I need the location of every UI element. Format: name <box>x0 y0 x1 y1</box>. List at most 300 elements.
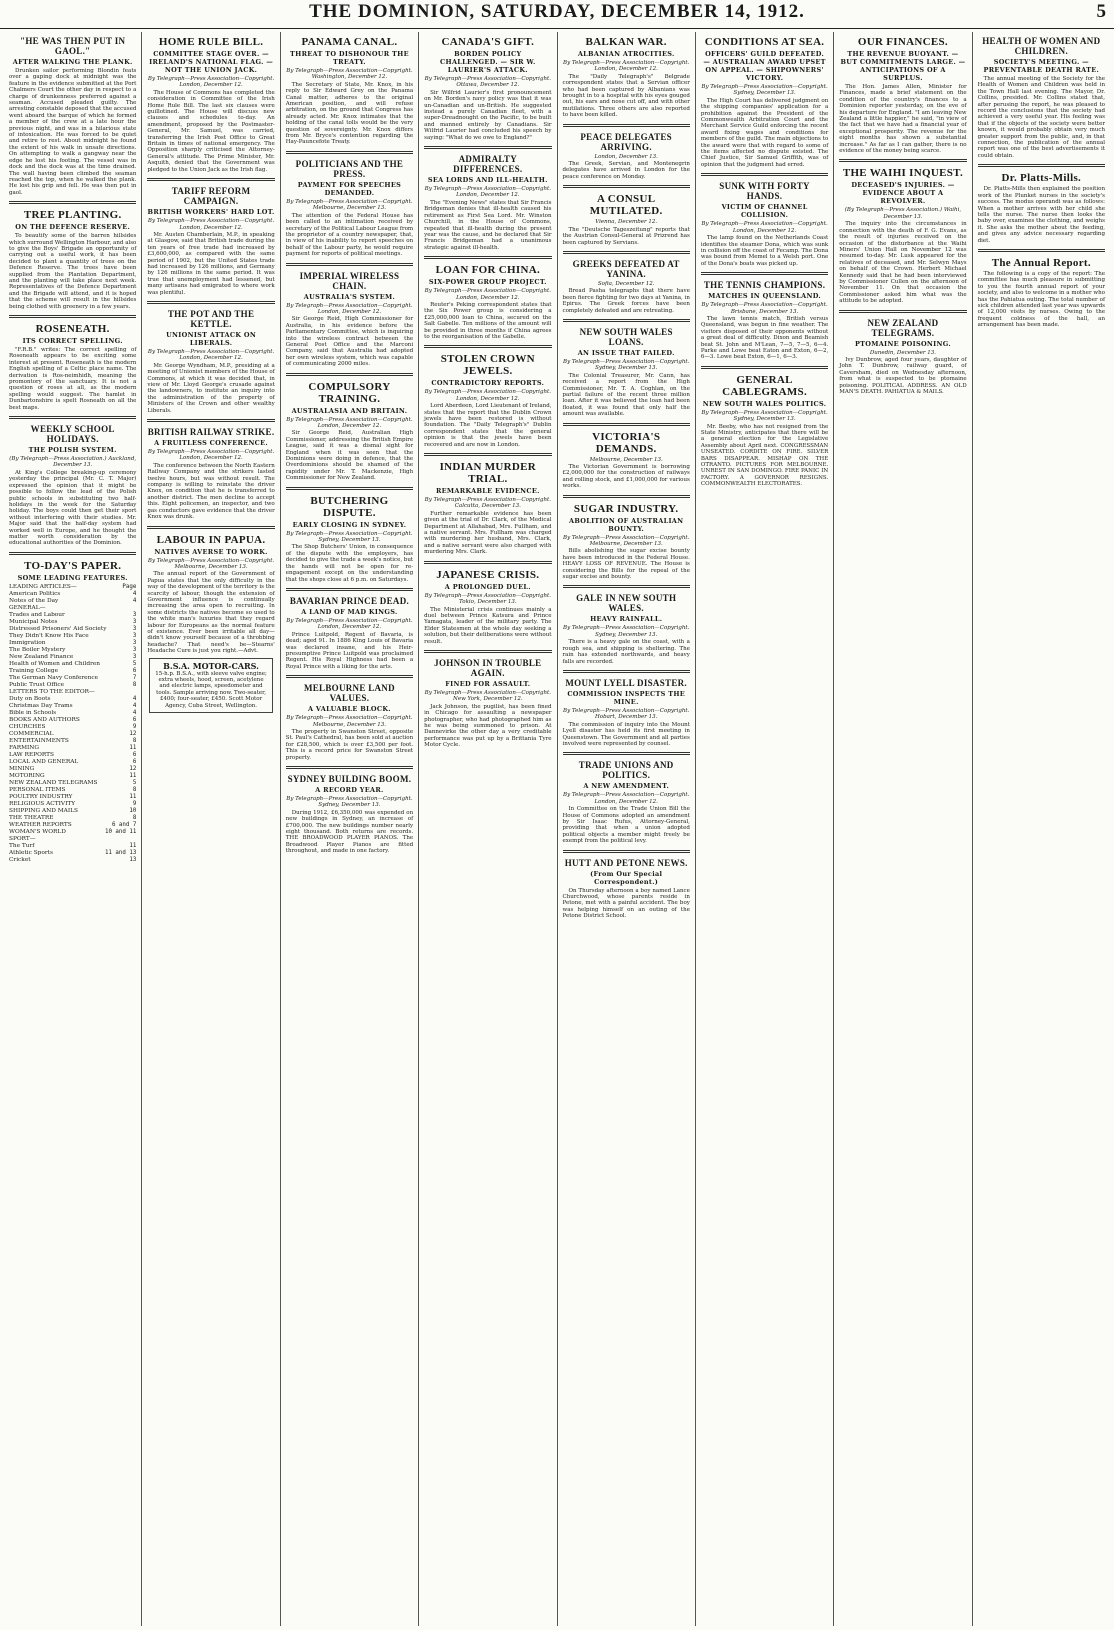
advertisement-text: 15-h.p. B.S.A., with sleeve valve engine; extra wheels, hood, screen, acetylene and electric lamps, speedometer and tools. Sample arriving now. Two-seater, £400; four-seater, £450. Scott Motor Agency, Cuba Street, Wellington. <box>155 670 267 709</box>
article-body: The property in Swanston Street, opposite St. Paul's Cathedral, has been sold at auction for £28,500, which is over £3,500 per foot. This is a record price for Swanston Street property. <box>285 728 414 761</box>
article <box>978 36 1105 159</box>
index-row-label: Notes of the Day <box>9 597 59 604</box>
article-headline: HUTT AND PETONE NEWS. <box>564 857 688 868</box>
article-subheading: ABOLITION OF AUSTRALIAN BOUNTY. <box>568 516 684 533</box>
article-subheading: ON THE DEFENCE RESERVE. <box>15 223 131 232</box>
article-dateline: By Telegraph—Press Association—Copyright. London, December 12. <box>424 186 551 199</box>
article-divider <box>701 272 828 275</box>
column-5 <box>558 32 696 1626</box>
article-divider <box>563 185 690 188</box>
article-subheading: SEA LORDS AND ILL-HEALTH. <box>427 176 548 185</box>
article-body: The conference between the North Eastern Railway Company and the strikers lasted twelve hours, but was without result. The company is willing to reinstate the driver Knox, on condition that he is transferred to another district. The men decline to accept this. Eight policemen, an inspector, and two gas conductors gave evidence that the driver Knox was drunk. <box>147 462 275 521</box>
index-row-page: 12 <box>129 765 137 772</box>
article <box>424 453 551 556</box>
article-subheading: DECEASED'S INJURIES. — EVIDENCE ABOUT A REVOLVER. <box>851 181 955 206</box>
column-3 <box>281 32 419 1626</box>
article-divider <box>701 173 828 176</box>
article <box>286 588 413 670</box>
advertisement <box>149 658 272 713</box>
article-divider <box>286 588 413 591</box>
article-divider <box>839 310 966 313</box>
index-row-label: The Boiler Mystery <box>9 646 66 653</box>
article <box>424 650 551 749</box>
article-subheading: BORDEN POLICY CHALLENGED. — SIR W. LAURIER'S ATTACK. <box>440 50 536 74</box>
article <box>424 561 551 645</box>
article-divider <box>9 416 136 419</box>
article-body: The lamp found on the Netherlands Coast identifies the steamer Dona, which was sunk in collision off the coast of Fecamp. The Dona was bound from Memel to a Welsh port. One of the Dona's boats was picked up. <box>700 235 829 267</box>
article-dateline: By Telegraph—Press Association—Copyright. Calcutta, December 13. <box>424 497 551 510</box>
article-subheading: HEAVY RAINFALL. <box>590 615 663 624</box>
article <box>563 185 690 246</box>
article-subheading: SOCIETY'S MEETING. — PREVENTABLE DEATH RATE. <box>983 58 1100 74</box>
index-row-page: 11 and 13 <box>104 849 137 856</box>
article <box>286 151 413 258</box>
article-body: The commission of inquiry into the Mount Lyell disaster has held its first meeting in Queenstown. The Government and all parties involved were represented by counsel. <box>562 721 690 747</box>
index-row-label: LETTERS TO THE EDITOR— <box>9 688 95 695</box>
article-dateline: By Telegraph—Press Association—Copyright. Washington, December 12. <box>286 68 413 81</box>
article-divider <box>424 345 551 348</box>
article <box>9 416 136 547</box>
index-row <box>9 773 136 780</box>
article-body: Further remarkable evidence has been given at the trial of Dr. Clark, of the Medical Department at Allahabad, Mrs. Fullham, and a native servant. Mrs. Fullham was charged with murdering her husband, Mrs. Clark, and a native servant were also charged with murdering Mrs. Clark. <box>424 510 552 556</box>
article-dateline: By Telegraph—Press Association—Copyright. London, December 12. <box>147 348 275 362</box>
index-row-label: Bible in Schools <box>9 709 57 716</box>
index-row-page: 6 <box>132 751 137 758</box>
article-headline: A CONSUL MUTILATED. <box>589 193 663 218</box>
article <box>563 124 690 181</box>
index-row-page: Page <box>122 583 137 590</box>
index-row-page: 3 <box>132 639 137 646</box>
index-row-page: 8 <box>132 737 137 744</box>
index-row <box>9 780 136 787</box>
index-row-label: LOCAL AND GENERAL <box>9 758 79 765</box>
article-headline: SYDNEY BUILDING BOOM. <box>287 774 412 784</box>
article-headline: MOUNT LYELL DISASTER. <box>565 677 687 688</box>
index-row-label: American Politics <box>9 590 61 597</box>
article-subheading: A NEW AMENDMENT. <box>583 782 670 791</box>
article-headline: ROSENEATH. <box>35 323 110 335</box>
article-dateline: London, December 13. <box>594 153 658 160</box>
article <box>286 766 413 855</box>
article-dateline: By Telegraph—Press Association—Copyright. Sydney, December 13. <box>286 796 413 809</box>
article-dateline: By Telegraph—Press Association—Copyright. London, December 12. <box>147 449 275 462</box>
article <box>424 345 551 448</box>
index-row-label: WEATHER REPORTS <box>9 821 72 828</box>
index-row <box>9 738 136 745</box>
article-subheading: BRITISH WORKERS' HARD LOT. <box>147 208 275 217</box>
column-1 <box>4 32 142 1626</box>
index-row-label: Athletic Sports <box>9 849 53 856</box>
article-body: The House of Commons has completed the consideration in Committee of the Irish Home Rule Bill. The last six clauses were guillotined. The House will discuss new clauses and schedules to-day. An amendment, proposed by the Postmaster-General, Mr. Samuel, was carried, transferring the Irish Post Office to Great Britain in times of national emergency. The Opposition sharply criticised the Attorney-General's attitude. The Prime Minister, Mr. Asquith, denied that the Government was pledged to the Union Jack as the Irish flag. <box>147 89 275 173</box>
article-divider <box>563 319 690 322</box>
article-body: The Shop Butchers' Union, in consequence of the dispute with the employers, has decided to give the trade a week's notice, but the hands will not be open for re-engagement except on the understanding that the shops close at 6 p.m. on Saturdays. <box>285 544 414 583</box>
index-row-label: New Zealand Finance <box>9 653 74 660</box>
index-title: TO-DAY'S PAPER. <box>24 559 122 572</box>
article-subheading: THE REVENUE BUOYANT. — BUT COMMITMENTS LARGE. — ANTICIPATIONS OF A SURPLUS. <box>840 50 966 82</box>
article <box>563 495 690 581</box>
article-subheading: AUSTRALIA'S SYSTEM. <box>303 292 396 301</box>
article-subheading: A RECORD YEAR. <box>315 786 384 794</box>
index-row-page: 3 <box>132 653 137 660</box>
article-headline: WEEKLY SCHOOL HOLIDAYS. <box>30 424 115 445</box>
article <box>286 487 413 583</box>
article <box>9 315 136 411</box>
index-row-page: 4 <box>132 695 137 702</box>
article-dateline: By Telegraph—Press Association—Copyright. London, December 12. <box>424 288 551 301</box>
index-row <box>9 843 136 850</box>
todays-paper-index <box>9 552 136 864</box>
index-row-label: Public Trust Office <box>9 681 65 688</box>
article-body: Lord Aberdeen, Lord Lieutenant of Ireland, states that the report that the Dublin Crown jewels have been restored is without foundation. The "Daily Telegraph's" Dublin correspondent states that the general opinion is that the jewels have been recovered and are now in London. <box>424 403 552 448</box>
index-row-label: Cricket <box>9 856 31 863</box>
article-body: Mr. George Wyndham, M.P., presiding at a meeting of Unionist members of the House of Commons, at which it was decided that, in view of Mr. Lloyd George's crusade against the landowners, to institute an inquiry into the administration of the property of Ministers of the Crown and other wealthy Liberals. <box>147 362 275 414</box>
index-row-page: 8 <box>132 681 137 688</box>
column-4 <box>419 32 557 1626</box>
page-number: 5 <box>1096 1 1106 22</box>
index-row <box>9 801 136 808</box>
article-headline: THE TENNIS CHAMPIONS. <box>703 280 826 291</box>
article-body: The Victorian Government is borrowing £2,000,000 for the construction of railways and rolling stock, and £1,000,000 for various works. <box>562 464 690 490</box>
index-row <box>9 612 136 619</box>
index-row-label: The German Navy Conference <box>9 674 99 681</box>
advertisement-title: B.S.A. MOTOR-CARS. <box>163 660 259 671</box>
article-headline: BAVARIAN PRINCE DEAD. <box>289 595 410 606</box>
article-body: The annual meeting of the Society for the Health of Women and Children was held in the Town Hall last evening. The Mayor, Dr. Collins, presided. Mr. Collins stated that, after perusing the report, he was pleased to record the conclusions that the society had achieved a very useful year. His feeling was that if the objects of the society were better known, it would probably obtain very much greater support from the public, and, in that connection, the publication of the annual report was one of the best advertisements it could obtain. <box>977 76 1105 159</box>
article-subheading: ALBANIAN ATROCITIES. <box>577 50 675 58</box>
article-divider <box>563 251 690 254</box>
article-headline: HOME RULE BILL. <box>158 36 264 48</box>
index-row <box>9 626 136 633</box>
article-subheading: THREAT TO DISHONOUR THE TREATY. <box>290 50 409 66</box>
index-row <box>9 836 136 843</box>
article-subheading: A LAND OF MAD KINGS. <box>301 607 398 616</box>
article-divider <box>147 178 274 181</box>
article-dateline: By Telegraph—Press Association—Copyright. Sydney, December 13. <box>701 409 828 423</box>
masthead-title: THE DOMINION, SATURDAY, DECEMBER 14, 1912. <box>309 1 805 22</box>
article-headline: BALKAN WAR. <box>585 36 667 48</box>
article-divider <box>286 766 413 769</box>
index-row <box>9 689 136 696</box>
article-body: At King's College breaking-up ceremony yesterday the principal (Mr. C. T. Major) expressed the opinion that it might be possible to follow the lead of the Polish public schools in substituting two half-holidays in the week for the Saturday holiday. The boys could then get their sport without interfering with their studies. Mr. Major said that the half-day system had worked well in Europe, and he thought the matter worth consideration by the educational authorities of the Dominion. <box>9 469 137 547</box>
article <box>147 526 274 655</box>
article-subheading: COMMITTEE STAGE OVER. — IRELAND'S NATIONAL FLAG. — NOT THE UNION JACK. <box>149 50 274 74</box>
article-divider <box>701 366 828 369</box>
index-row-page: 8 <box>132 814 137 821</box>
article-subheading: VICTIM OF CHANNEL COLLISION. <box>721 203 808 220</box>
article-divider <box>424 256 551 259</box>
article <box>563 319 690 418</box>
index-divider <box>9 552 136 555</box>
index-row-label: SPORT— <box>9 835 36 842</box>
article-body: Reuter's Peking correspondent states that the Six Power group is considering a £25,000,000 loan to China, secured on the Salt Gabelle. Ten millions of the amount will be provided in three months if China agrees to the reorganisation of the Gabelle. <box>424 301 552 340</box>
article-headline: HEALTH OF WOMEN AND CHILDREN. <box>982 36 1101 56</box>
article-dateline: By Telegraph—Press Association—Copyright. London, December 12. <box>424 389 551 402</box>
article <box>701 272 828 361</box>
article-headline: TRADE UNIONS AND POLITICS. <box>578 760 674 781</box>
index-row <box>9 605 136 612</box>
index-row-label: Distressed Prisoners' Aid Society <box>9 625 107 632</box>
article-dateline: By Telegraph—Press Association—Copyright. Sydney, December 13. <box>563 625 690 638</box>
index-row-label: NEW ZEALAND TELEGRAMS <box>9 779 98 786</box>
article-headline: MELBOURNE LAND VALUES. <box>303 683 395 704</box>
article-body: Sir Wilfrid Laurier's first pronouncement on Mr. Borden's navy policy was that it was un-Canadian and un-British. He suggested instead a purely Canadian fleet, with a super-Dreadnought on the Pacific, to be built and manned entirely by Canadians. Sir Wilfrid Laurier had concluded his speech by saying: "What do we owe to England?" <box>424 89 552 141</box>
index-row-label: LEADING ARTICLES— <box>9 583 77 590</box>
article-divider <box>563 124 690 127</box>
article-dateline: By Telegraph—Press Association—Copyright. Sydney, December 13. <box>286 530 413 544</box>
article-body: The following is a copy of the report: The committee has much pleasure in submitting to you the fourth annual report of your society, and also to welcome in a mother who has the Pahiatua outing. The total number of sick children attended last year was upwards of 12,000 visits by nurses. Owing to the frequent coldness of the hall, an arrangement has been made. <box>977 270 1105 329</box>
index-row <box>9 598 136 605</box>
index-row <box>9 752 136 759</box>
column-2 <box>142 32 280 1626</box>
index-row <box>9 850 136 857</box>
index-row-label: MOTORING <box>9 772 45 779</box>
article-divider <box>563 850 690 853</box>
article <box>701 36 828 168</box>
article-body: Sir George Reid, Australian High Commissioner, addressing the British Empire League, said it was a dismal sight for England when it was seen that the Dominions were doing in defence, that the Overdominions should be shamed of the rapidity under Mr. T. Mackenzie, High Commissioner for New Zealand. <box>285 430 414 482</box>
article <box>563 585 690 664</box>
article <box>9 201 136 310</box>
article-subheading: NEW SOUTH WALES POLITICS. <box>702 399 827 408</box>
article-headline: CONDITIONS AT SEA. <box>704 36 825 48</box>
index-row-page: 6 <box>132 667 137 674</box>
article-dateline: By Telegraph—Press Association—Copyright. London, December 12. <box>563 792 690 805</box>
index-row-page: 11 <box>129 842 137 849</box>
article-dateline: By Telegraph—Press Association—Copyright. Melbourne, December 13. <box>286 715 413 728</box>
article-body: The annual report of the Government of Papua states that the only difficulty in the way of the development of the territory is the scarcity of labour, though the extension of Government influence is continually increasing the area open to recruiting. In some districts the natives become so used to the white man's luxuries that they regard labour for Europeans as the normal feature of existence. Ever been irritable all day—didn't know yourself because of a throbbing headache? That need's be—Stearns' Headache Cure is just you right.—Advt. <box>147 571 275 655</box>
article-dateline: By Telegraph—Press Association—Copyright. London, December 12. <box>147 218 275 231</box>
index-row <box>9 724 136 731</box>
article-headline: JAPANESE CRISIS. <box>436 568 540 581</box>
index-row-label: They Didn't Know His Face <box>9 632 89 639</box>
article <box>286 373 413 482</box>
article-divider <box>563 670 690 673</box>
article-subheading: PAYMENT FOR SPEECHES DEMANDED. <box>297 180 402 197</box>
article-headline: CANADA'S GIFT. <box>441 36 535 48</box>
article <box>147 419 274 520</box>
index-row-page: 7 <box>132 674 137 681</box>
article <box>563 251 690 314</box>
article-subheading: A VALUABLE BLOCK. <box>308 705 391 714</box>
article-headline: LABOUR IN PAPUA. <box>156 533 266 546</box>
index-row <box>9 682 136 689</box>
index-row <box>9 731 136 738</box>
article-dateline: By Telegraph—Press Association—Copyright. Sydney, December 13. <box>701 84 828 97</box>
index-row-label: Municipal Notes <box>9 618 58 625</box>
index-row-page: 5 <box>132 660 137 667</box>
article-body: Dr. Platts-Mills then explained the position work of the Plunket nurses in the society's success. The modus operandi was as follows: When a mother arrives with her child she tells the nurse. The nurse then looks the baby over, examines the clothing, and weighs it. She asks the mother about the feeding, and gives any advice necessary regarding diet. <box>977 186 1105 244</box>
article <box>563 670 690 747</box>
article-divider <box>424 453 551 456</box>
article-headline: POLITICIANS AND THE PRESS. <box>295 158 404 179</box>
article-body: In Committee on the Trade Union Bill the House of Commons adopted an amendment by Sir Isaac Rufus, Attorney-General, providing that when a union adopted political objects a member might freely be exempt from the political levy. <box>562 806 690 845</box>
article-divider <box>563 495 690 498</box>
index-row-page: 6 <box>132 758 137 765</box>
index-row <box>9 829 136 836</box>
index-subtitle: SOME LEADING FEATURES. <box>17 573 128 582</box>
article-subheading: AN ISSUE THAT FAILED. <box>577 348 675 357</box>
index-row <box>9 787 136 794</box>
article-body: Ivy Dunbrow, aged four years, daughter of John T. Dunbrow, railway guard, of Caversham, died on Wednesday afternoon, from what is suspected to be ptomaine poisoning. POLITICAL ADDRESS. AN OLD MAN'S DEATH. PAHIATUA & MAILS. <box>839 356 967 395</box>
article-body: The Ministerial crisis continues mainly a duel between Prince Katsura and Prince Yamagata, leader of the military party. The Elder Statesmen at the whole day seeking a solution, but their deliberations were without result. <box>424 606 552 645</box>
article-subheading: (From Our Special Correspondent.) <box>590 869 663 886</box>
index-row-label: BOOKS AND AUTHORS <box>9 716 80 723</box>
article <box>839 159 966 304</box>
article <box>424 146 551 251</box>
article <box>563 423 690 490</box>
article-dateline: Dunedin, December 13. <box>869 349 937 356</box>
index-row <box>9 822 136 829</box>
index-row-label: WOMAN'S WORLD <box>9 828 66 835</box>
article <box>839 310 966 396</box>
index-row <box>9 710 136 717</box>
article <box>147 36 274 173</box>
article-divider <box>839 159 966 162</box>
index-row-label: CHURCHES <box>9 723 46 730</box>
article-headline: STOLEN CROWN JEWELS. <box>440 353 535 378</box>
article-subheading: THE POLISH SYSTEM. <box>28 446 117 455</box>
article-body: The lawn tennis match, British versus Queensland, was begun in fine weather. The visitors disposed of their opponents without a great deal of difficulty. Dixon and Beamish beat St. John and M'Lean, 7—5, 7—5, 6—4. Parke and Lowe beat Eaton and Exton, 6—2, 6—3. Lowe beat Exton, 6—1, 6—3. <box>700 315 829 361</box>
article-dateline: By Telegraph—Press Association—Copyright. Sydney, December 13. <box>563 358 690 372</box>
article-headline: "HE WAS THEN PUT IN GAOL." <box>20 36 126 56</box>
article-headline: IMPERIAL WIRELESS CHAIN. <box>299 270 400 291</box>
index-row-page: 13 <box>129 856 137 863</box>
article-subheading: REMARKABLE EVIDENCE. <box>435 487 540 496</box>
article-body: The Greek, Servian, and Montenegrin delegates have arrived in London for the peace conference on Monday. <box>562 161 690 180</box>
index-row <box>9 640 136 647</box>
index-row <box>9 591 136 598</box>
index-row-page: 6 <box>132 716 137 723</box>
article-body: The Colonial Treasurer, Mr. Cann, has received a report from the High Commissioner, Mr. T. A. Coghlan, on the partial failure of the recent three million loan. After it was believed the loan had been floated, it was found that only half the amount was available. <box>562 372 690 418</box>
index-row-label: THE THEATRE <box>9 814 54 821</box>
index-row-page: 10 <box>129 807 137 814</box>
article-body: During 1912, £6,350,000 was expended on new buildings in Sydney, an increase of £700,000. The new buildings number nearly eight thousand. Both returns are records. THE BROADWOOD PLAYER PIANOS. The Broadwood Player Pianos are fitted throughout, and made in one factory. <box>285 809 414 855</box>
article-headline: TREE PLANTING. <box>23 209 122 222</box>
index-row-label: SHIPPING AND MAILS <box>9 807 78 814</box>
article-body: To beautify some of the barren hillsides which surround Wellington Harbour, and also to give the Boys' Brigade an opportunity of carrying out a useful work, it has been decided to plant a quantity of trees on the Defence Reserve. The trees have been supplied from the Plantation Department, and the planting will take place next week. Representatives of the Defence Department and the Brigade will attend, and it is hoped that the scheme will result in the hillsides being clothed with greenery in a few years. <box>9 233 137 310</box>
article-headline: INDIAN MURDER TRIAL. <box>439 461 537 486</box>
article-headline: Dr. Platts-Mills. <box>1001 172 1082 185</box>
index-row <box>9 759 136 766</box>
index-row <box>9 717 136 724</box>
index-row-label: FARMING <box>9 744 39 751</box>
index-row-label: ENTERTAINMENTS <box>9 737 69 744</box>
article-body: There is a heavy gale on the coast, with a rough sea, and shipping is sheltering. The rain has extended northwards, and heavy falls are recorded. <box>562 639 690 665</box>
article-dateline: (By Telegraph—Press Association.) Auckland, December 13. <box>9 456 137 469</box>
article-subheading: ITS CORRECT SPELLING. <box>22 337 123 345</box>
index-row-label: PERSONAL ITEMS <box>9 786 66 793</box>
article-headline: NEW SOUTH WALES LOANS. <box>579 326 673 347</box>
index-row <box>9 633 136 640</box>
masthead <box>0 0 1114 29</box>
article-divider <box>563 423 690 426</box>
article-subheading: MATCHES IN QUEENSLAND. <box>708 292 821 301</box>
article-dateline: By Telegraph—Press Association—Copyright. Tokio, December 13. <box>424 592 551 606</box>
article-dateline: By Telegraph—Press Association—Copyright. New York, December 12. <box>424 689 551 703</box>
article-body: Bills abolishing the sugar excise bounty have been introduced in the Federal House. HEAVY LOSS OF REVENUE. The House is considering the Bills for the repeal of the sugar excise and bounty. <box>562 548 690 581</box>
article-body: The inquiry into the circumstances in connection with the death of F. G. Evans, as the result of injuries received on the occasion of the disturbance at the Waihi Miners' Union Hall on November 12 was resumed to-day. Mr. Lusk appeared for the relatives of deceased, and Mr. Selwyn Mays on behalf of the Crown. Herbert Michael Kennedy said that he had been interviewed by Commissioner Cullen on the afternoon of November 11. On that occasion the Commissioner asked him what was the attitude to be adopted. <box>839 221 967 305</box>
index-row-page: 3 <box>132 632 137 639</box>
index-row-page: 11 <box>129 793 137 800</box>
article-dateline: By Telegraph—Press Association—Copyright. Brisbane, December 13. <box>701 302 828 315</box>
article-dateline: Sofia, December 12. <box>597 280 655 287</box>
article-subheading: A PROLONGED DUEL. <box>444 582 531 591</box>
article-divider <box>424 561 551 564</box>
index-row-label: Duty on Boots <box>9 695 51 702</box>
article-dateline: By Telegraph—Press Association—Copyright. London, December 12. <box>563 60 690 73</box>
index-row-page: 12 <box>129 730 137 737</box>
index-row-page: 9 <box>132 800 137 807</box>
index-row <box>9 619 136 626</box>
index-row-page: 4 <box>132 590 137 597</box>
columns-container <box>4 32 1110 1626</box>
article <box>9 36 136 196</box>
index-row <box>9 654 136 661</box>
article-divider <box>147 301 274 304</box>
index-row-page: 4 <box>132 597 137 604</box>
article-body: The Secretary of State, Mr. Knox, in his reply to Sir Edward Grey on the Panama Canal matter, adheres to the original American position, and will refuse arbitration, on the ground that Congress has already acted. Mr. Knox intimates that the holding of the canal tolls would be the very question of sovereignty. Mr. Knox differs from Mr. Bryce's contention regarding the Hay-Pauncefote Treaty. <box>285 81 414 146</box>
index-row <box>9 703 136 710</box>
article-dateline: Vienna, December 12. <box>595 219 658 226</box>
index-row <box>9 794 136 801</box>
article-divider <box>424 146 551 149</box>
article-divider <box>286 487 413 490</box>
article-body: On Thursday afternoon a boy named Lance Churchwood, whose parents reside in Petone, met with a painful accident. The boy was helping himself on an outing of the Petone District School. <box>562 887 690 920</box>
article-headline: NEW ZEALAND TELEGRAMS. <box>867 317 939 338</box>
index-row <box>9 696 136 703</box>
article-subheading: NATIVES AVERSE TO WORK. <box>154 547 268 556</box>
index-row-page: 11 <box>129 744 137 751</box>
article-divider <box>9 201 136 204</box>
article <box>978 249 1105 329</box>
article-divider <box>978 249 1105 252</box>
article <box>286 36 413 146</box>
article-headline: TARIFF REFORM CAMPAIGN. <box>171 186 251 207</box>
article-body: Mr. Beeby, who has not resigned from the State Ministry, anticipates that there will be a general election for the Legislative Assembly about April next. CONGRESSMAN UNSEATED. CORDITE ON FIRE. SILVER BARS DISAPPEAR. MISHAP ON THE OTRANTO. PICTURES FOR MELBOURNE. UNREST IN SAN DOMINGO. FIRE PANIC IN FACTORY. A GOVERNOR RESIGNS. COMMONWEALTH ELECTORATES. <box>700 423 829 488</box>
article-subheading: A FRUITLESS CONFERENCE. <box>154 439 268 448</box>
index-row-label: The Turf <box>9 842 35 849</box>
article-subheading: EARLY CLOSING IN SYDNEY. <box>292 520 407 529</box>
index-row <box>9 766 136 773</box>
article-subheading: PTOMAINE POISONING. <box>854 339 951 348</box>
article-headline: OUR FINANCES. <box>857 36 948 48</box>
article-dateline: By Telegraph—Press Association—Copyright. London, December 12. <box>286 617 413 631</box>
column-7 <box>834 32 972 1626</box>
index-row-page: 5 <box>132 779 137 786</box>
article-headline: GREEKS DEFEATED AT YANINA. <box>572 258 680 279</box>
article-subheading: AUSTRALASIA AND BRITAIN. <box>291 406 408 415</box>
article-dateline: By Telegraph—Press Association—Copyright. Ottawa, December 12. <box>424 76 551 89</box>
index-row <box>9 808 136 815</box>
index-row-label: Immigration <box>9 639 46 646</box>
column-8 <box>973 32 1110 1626</box>
article-headline: SUNK WITH FORTY HANDS. <box>719 181 810 202</box>
article-body: Prince Luitpold, Regent of Bavaria, is dead; aged 91. In 1886 King Louis of Bavaria was declared insane, and his Heir-presumptive Prince Luitpold was proclaimed Regent. His Royal Highness had been a Royal Prince with a liking for the arts. <box>285 631 414 670</box>
article-body: Mr. Austen Chamberlain, M.P., in speaking at Glasgow, said that British trade during the ten years of free trade had increased by £3,600,000, as compared with the same period of 1902, but the United States trade had increased by 126 millions, and Germany by 126 millions in the same period. It was true that unemployment had lessened, but many artisans had emigrated to where work was plentiful. <box>147 231 275 296</box>
index-row-page: 3 <box>132 646 137 653</box>
article <box>701 366 828 488</box>
index-row-label: Training College <box>9 667 59 674</box>
article-headline: ADMIRALTY DIFFERENCES. <box>453 154 523 175</box>
article-subheading: CONTRADICTORY REPORTS. <box>431 379 545 388</box>
article-subheading: SIX-POWER GROUP PROJECT. <box>428 278 547 287</box>
article-dateline: Melbourne, December 13. <box>589 456 663 463</box>
article-dateline: By Telegraph—Press Association—Copyright. London, December 12. <box>286 302 413 315</box>
article-headline: SUGAR INDUSTRY. <box>573 502 679 515</box>
index-row-page: 8 <box>132 786 137 793</box>
article-body: "F.R.B." writes: The correct spelling of Roseneath appears to be exciting some interest at present. Roseneath is the modern English spelling of a Celtic place name. The derivation is Ros-neimhidh, meaning the promontory of the sanctuary. It is not a question of roses at all, as the modern spelling would suggest. The hamlet in Dunbartonshire is spelt Rosneath on all the best maps. <box>9 347 137 411</box>
article-headline: PEACE DELEGATES ARRIVING. <box>580 131 672 152</box>
article-divider <box>286 373 413 376</box>
